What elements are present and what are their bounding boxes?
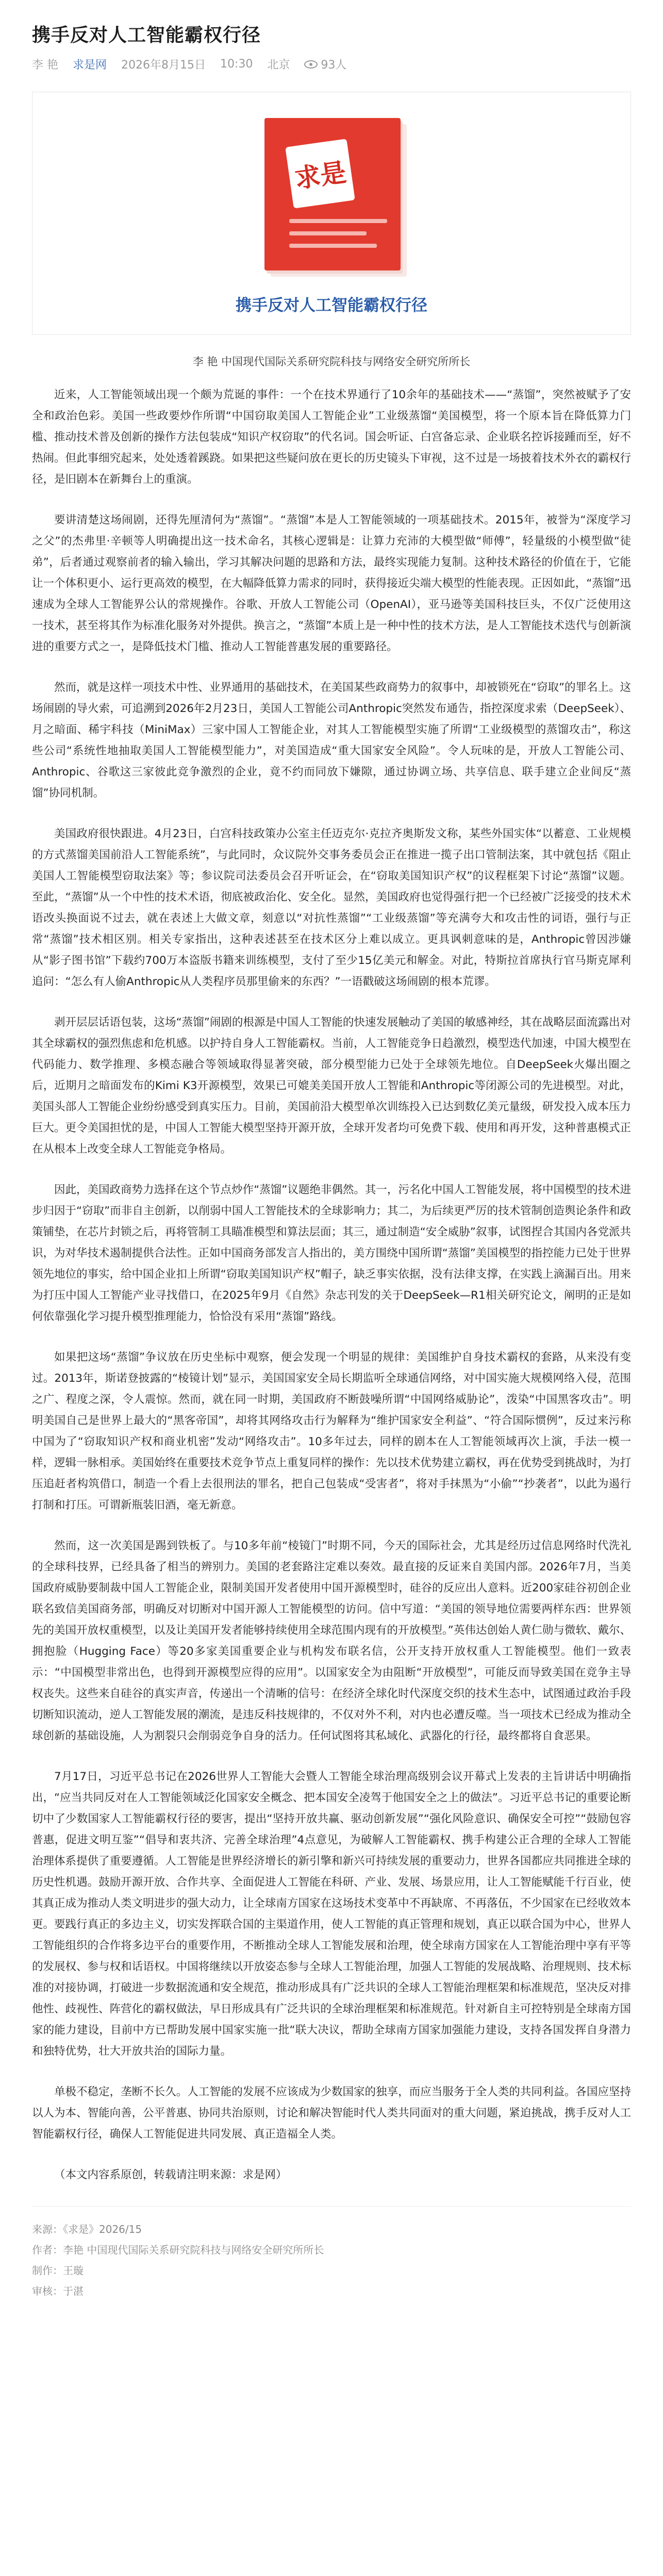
banner-caption: 携手反对人工智能霸权行径 [236, 296, 427, 315]
article-paragraph: 如果把这场“蒸馏”争议放在历史坐标中观察，便会发现一个明显的规律：美国维护自身技术霸权的套路，从来没有变过。2013年，斯诺登披露的“棱镜计划”显示，美国国家安全局长期监听全球通信网络，对中国实施大规模网络入侵，范围之广、程度之深，令人震惊。然而，就在同一时期，美国政府不断鼓噪所谓“中国网络威胁论”，泼染“中国黑客攻击”。明明美国自己是世界上最大的“黑客帝国”，却将其网络攻击行为解释为“维护国家安全利益”、“符合国际惯例”，反过来污称中国为了“窃取知识产权和商业机密”发动“网络攻击”。10多年过去，同样的剧本在人工智能领域再次上演，手法一模一样，逻辑一脉相承。美国始终在重要技术竞争节点上重复同样的操作：先以技术优势建立霸权，再在优势受到挑战时，为打压追赶者构筑借口，制造一个看上去很刑法的罪名，把自己包装成“受害者”，将对手抹黑为“小偷”“抄袭者”，以此为遏行打制和打压。可谓新瓶装旧酒，毫无新意。 [32, 1351, 631, 1512]
footer-reviewer-value: 于湛 [63, 2285, 84, 2297]
source-link[interactable]: 求是网 [73, 59, 107, 72]
publish-location: 北京 [267, 59, 290, 72]
article-paragraph: 美国政府很快跟进。4月23日，白宫科技政策办公室主任迈克尔·克拉齐奥斯发文称，某些外国实体“以蓄意、工业规模的方式蒸馏美国前沿人工智能系统”，与此同时，众议院外交事务委员会正在推进一揽子出口管制法案，其中就包括《阻止美国人工智能模型窃取法案》等；参议院司法委员会召开听证会，在“窃取美国知识产权”的议程框架下讨论“蒸馏”议题。至此，“蒸馏”从一个中性的技术术语，彻底被政治化、安全化。显然，美国政府也觉得强行把一个已经被广泛接受的技术术语改头换面说不过去，就在表述上大做文章，刻意以“对抗性蒸馏”“工业级蒸馏”等充满夸大和攻击性的词语，强行与正常“蒸馏”技术相区别。相关专家指出，这种表述甚至在技术区分上难以成立。更具讽刺意味的是，Anthropic曾因涉嫌从“影子图书馆”下载约700万本盗版书籍来训练模型，支付了至少15亿美元和解金。对此，特斯拉首席执行官马斯克犀利追问：“怎么有人偷Anthropic从人类程序员那里偷来的东西？”一语戳破这场闹剧的根本荒谬。 [32, 827, 631, 988]
article-paragraph: 7月17日，习近平总书记在2026世界人工智能大会暨人工智能全球治理高级别会议开幕式上发表的主旨讲话中明确指出，“应当共同反对在人工智能领域泛化国家安全概念、把本国安全凌驾于他国安全之上的做法”。习近平总书记的重要论断切中了少数国家人工智能霸权行径的要害，提出“坚持开放共赢、驱动创新发展”“强化风险意识、确保安全可控”“鼓励包容普惠，促进文明互鉴”“倡导和衷共济、完善全球治理”4点意见，为破解人工智能霸权、携手构建公正合理的全球人工智能治理体系提供了重要遵循。人工智能是世界经济增长的新引擎和新兴可持续发展的重要动力，世界各国都应共同推进全球的历史性机遇。鼓励开源开放、合作共享、全面促进人工智能在科研、产业、发展、场景应用，让人工智能赋能千行百业，使其真正成为推动人类文明进步的强大动力，让全球南方国家在这场技术变革中不再缺席、不再落伍，不少国家在已经收效本更。要践行真正的多边主义，切实发挥联合国的主渠道作用，使人工智能的真正管理和规划，真正以联合国为中心，世界人工智能组织的合作将多边平台的重要作用，不断推动全球人工智能发展和治理，使全球南方国家在人工智能治理中享有平等的发展权、参与权和话语权。中国将继续以开放姿态参与全球人工智能治理，加强人工智能的发展战略、治理规则、技术标准的对接协调，打破进一步数据流通和安全规范，推动形成具有广泛共识的全球人工智能治理框架和标准规范，坚决反对排他性、歧视性、阵营化的霸权做法，早日形成具有广泛共识的全球治理框架和标准规范。针对新自主可控特别是全球南方国家的能力建设，目前中方已帮助发展中国家实施一批“联大决议，帮助全球南方国家加强能力建设，支持各国发挥自身潜力和独特优势，壮大开放共治的国际力量。 [32, 1770, 631, 2058]
footer-editor-row [32, 2260, 631, 2281]
cover-line [289, 231, 367, 235]
article-body [0, 384, 663, 2185]
article-paragraph: 因此，美国政商势力选择在这个节点炒作“蒸馏”议题绝非偶然。其一，污名化中国人工智能发展，将中国模型的技术进步归因于“窃取”而非自主创新，以削弱中国人工智能技术的全球影响力；其二，为后续更严厉的技术管制创造舆论条件和政策铺垫，在芯片封锁之后，再将管制工具瞄准模型和算法层面；其三，通过制造“安全威胁”叙事，试图捏合其国内各党派共识，为对华技术遏制提供合法性。正如中国商务部发言人指出的，美方围绕中国所谓“蒸馏”美国模型的指控能力已处于世界领先地位的事实，给中国企业扣上所谓“窃取美国知识产权”帽子，缺乏事实依据，没有法律支撑，在实践上滴漏百出。用来为打压中国人工智能产业寻找借口，在2025年9月《自然》杂志刊发的关于DeepSeek—R1相关研究论文，阐明的正是如何依靠强化学习提升模型推理能力，恰恰没有采用“蒸馏”路线。 [32, 1183, 631, 1323]
magazine-logo: 求是 [285, 139, 355, 209]
article-header [0, 0, 663, 72]
footer-author-value: 李艳 中国现代国际关系研究院科技与网络安全研究所所长 [63, 2244, 324, 2256]
cover-line [289, 244, 377, 248]
footer-author-row [32, 2240, 631, 2260]
magazine-cover-image [255, 111, 408, 274]
article-title: 携手反对人工智能霸权行径 [32, 25, 261, 46]
footer-author-label: 作者： [32, 2244, 63, 2256]
footer-source-value: 《求是》2026/15 [63, 2223, 142, 2235]
article-paragraph: 单极不稳定，垄断不长久。人工智能的发展不应该成为少数国家的独享，而应当服务于全人类的共同利益。各国应坚持以人为本、智能向善，公平普惠、协同共治原则，讨论和解决智能时代人类共同面对的重大问题，紧迫挑战，携手反对人工智能霸权行径，确保人工智能促进共同发展、真正造福全人类。 [32, 2086, 631, 2141]
article-banner [32, 92, 631, 335]
view-count-value: 93人 [321, 59, 347, 72]
footer-editor-label: 制作： [32, 2264, 63, 2277]
publish-time: 10:30 [220, 58, 253, 71]
author-byline: 李 艳 中国现代国际关系研究院科技与网络安全研究所所长 [192, 355, 471, 368]
author-name: 李 艳 [32, 59, 58, 72]
footer-reviewer-label: 审核： [32, 2285, 63, 2297]
cover-front-sheet [264, 118, 401, 270]
footer-source-row [32, 2219, 631, 2240]
footer-editor-value: 王璇 [63, 2264, 84, 2277]
cover-line [289, 219, 387, 223]
publish-date: 2026年8月15日 [121, 59, 206, 72]
footer-source-label: 来源： [32, 2223, 63, 2235]
eye-icon [304, 60, 318, 69]
view-count [304, 56, 346, 72]
article-paragraph: 剥开层层话语包装，这场“蒸馏”闹剧的根源是中国人工智能的快速发展触动了美国的敏感神经，其在战略层面流露出对其全球霸权的强烈焦虑和危机感。以护持自身人工智能霸权。当前，人工智能竞争日趋激烈，模型迭代加速，中国大模型在代码能力、数学推理、多模态融合等领域取得显著突破，部分模型能力已处于全球领先地位。自DeepSeek火爆出圈之后，近期月之暗面发布的Kimi K3开源模型，效果已可媲美美国开放人工智能和Anthropic等闭源公司的先进模型。对此，美国头部人工智能企业纷纷感受到真实压力。目前，美国前沿大模型单次训练投入已达到数亿美元量级，研发投入成本压力巨大。更令美国担忧的是，中国人工智能大模型坚持开源开放，全球开发者均可免费下载、使用和再开发，这种普惠模式正在从根本上改变全球人工智能竞争格局。 [32, 1016, 631, 1156]
article-meta [32, 56, 631, 72]
copyright-note: （本文内容系原创，转载请注明来源：求是网） [54, 2168, 287, 2181]
article-paragraph: 然而，就是这样一项技术中性、业界通用的基础技术，在美国某些政商势力的叙事中，却被锁死在“窃取”的罪名上。这场闹剧的导火索，可追溯到2026年2月23日，美国人工智能公司Anthropic突然发布通告，指控深度求索（DeepSeek）、月之暗面、稀宇科技（MiniMax）三家中国人工智能企业，对其人工智能模型实施了所谓“工业级模型的蒸馏攻击”，称这些公司“系统性地抽取美国人工智能模型能力”，对美国造成“重大国家安全风险”。令人玩味的是，开放人工智能公司、Anthropic、谷歌这三家彼此竞争激烈的企业，竟不约而同放下嫌隙，通过协调立场、共享信息、联手建立企业间反“蒸馏”协同机制。 [32, 681, 631, 800]
article-paragraph: 要讲清楚这场闹剧，还得先厘清何为“蒸馏”。“蒸馏”本是人工智能领域的一项基础技术。2015年，被誉为“深度学习之父”的杰弗里·辛顿等人明确提出这一技术命名，其核心逻辑是：让算力充沛的大模型做“师傅”，轻量级的小模型做“徒弟”，后者通过观察前者的输入输出，学习其解决问题的思路和方法，最终实现能力复制。这种技术路径的价值在于，它能让一个体积更小、运行更高效的模型，在大幅降低算力需求的同时，获得接近尖端大模型的性能表现。正因如此，“蒸馏”迅速成为全球人工智能界公认的常规操作。谷歌、开放人工智能公司（OpenAI），亚马逊等美国科技巨头，不仅广泛使用这一技术，甚至将其作为标准化服务对外提供。换言之，“蒸馏”本质上是一种中性的技术方法，是人工智能技术迭代与创新演进的重要方式之一，是降低技术门槛、推动人工智能普惠发展的重要路径。 [32, 514, 631, 653]
article-footer [32, 2206, 631, 2301]
article-paragraph: 然而，这一次美国是踢到铁板了。与10多年前“棱镜门”时期不同，今天的国际社会，尤其是经历过信息网络时代洗礼的全球科技界，已经具备了相当的辨别力。美国的老套路注定难以奏效。最直接的反证来自美国内部。2026年7月，当美国政府威胁要制裁中国人工智能企业，限制美国开发者使用中国开源模型时，硅谷的反应出人意料。近200家硅谷初创企业联名致信美国商务部，明确反对切断对中国开源人工智能模型的访问。信中写道：“美国的领导地位需要两样东西：世界领先的美国开放权重模型，以及让美国开发者能够持续使用全球范围内现有的开放模型。”英伟达创始人黄仁勋与微软、戴尔、拥抱脸（Hugging Face）等20多家美国重要企业与机构发布联名信，公开支持开放权重人工智能模型。他们一致表示：“中国模型非常出色，也得到开源模型应得的应用”。以国家安全为由阻断“开放模型”，可能反而导致美国在竞争主导权丧失。这些来自硅谷的真实声音，传递出一个清晰的信号：在经济全球化时代深度交织的技术生态中，试图通过政治手段切断知识流动，逆人工智能发展的潮流，是违反科技规律的，不仅对外不利，对内也必遭反噬。当一项技术已经成为推动全球创新的基础设施，人为割裂只会削弱竞争自身的活力。任何试图将其私域化、武器化的行径，最终都将自食恶果。 [32, 1539, 631, 1742]
article-paragraph: 近来，人工智能领域出现一个颇为荒诞的事件：一个在技术界通行了10余年的基础技术——“蒸馏”，突然被赋予了安全和政治色彩。美国一些政要炒作所谓“中国窃取美国人工智能企业”工业级蒸馏“美国模型，将一个原本旨在降低算力门槛、推动技术普及创新的操作方法包装成“知识产权窃取”的代名词。国会听证、白宫备忘录、企业联名控诉接踵而至，好不热闹。但此事细究起来，处处透着蹊跷。如果把这些疑问放在更长的历史镜头下审视，这不过是一场披着技术外衣的霸权行径，是旧剧本在新舞台上的重演。 [32, 388, 631, 486]
footer-reviewer-row [32, 2281, 631, 2301]
